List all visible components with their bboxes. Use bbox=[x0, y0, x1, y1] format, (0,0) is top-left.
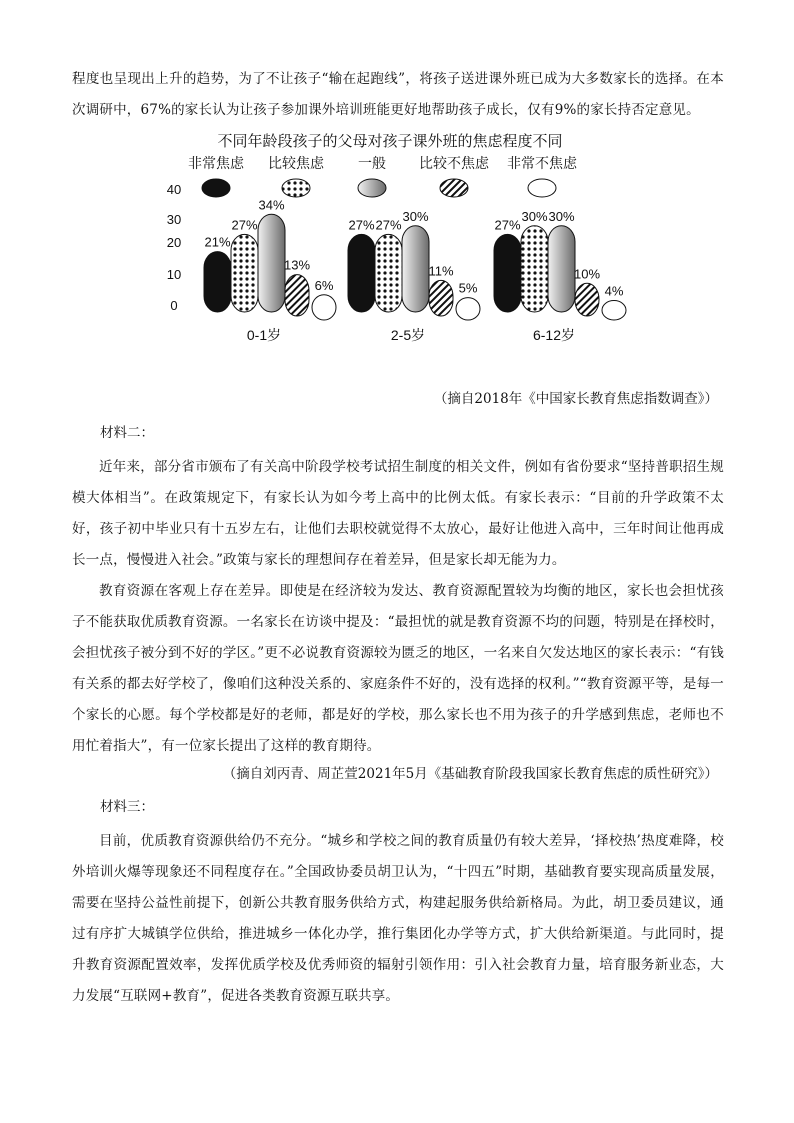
data-label: 27% bbox=[494, 217, 521, 233]
data-label: 21% bbox=[204, 234, 231, 250]
bar bbox=[429, 280, 453, 316]
data-label: 11% bbox=[428, 263, 454, 279]
bar bbox=[602, 301, 626, 321]
anxiety-chart bbox=[160, 126, 624, 356]
legend-swatch bbox=[202, 179, 230, 197]
bar bbox=[575, 283, 599, 316]
bar bbox=[204, 252, 231, 312]
chart-legend bbox=[188, 155, 578, 197]
bar bbox=[312, 295, 336, 320]
legend-swatch bbox=[358, 179, 386, 197]
data-label: 5% bbox=[458, 280, 478, 296]
y-axis-ticks bbox=[167, 182, 181, 313]
source-citation-1: （摘自2018年《中国家长教育焦虑指数调查》） bbox=[433, 391, 718, 407]
legend-swatch bbox=[282, 179, 310, 197]
legend-label: 一般 bbox=[358, 155, 386, 171]
bar bbox=[494, 234, 521, 312]
bar bbox=[348, 234, 375, 312]
data-label: 27% bbox=[231, 217, 258, 233]
x-axis-categories bbox=[247, 327, 575, 343]
y-tick-label: 10 bbox=[166, 267, 182, 282]
data-label: 30% bbox=[521, 208, 548, 224]
data-label: 6% bbox=[314, 277, 334, 293]
legend-label: 非常不焦虑 bbox=[507, 155, 577, 171]
material-2-paragraph-2: 教育资源在客观上存在差异。即使是在经济较为发达、教育资源配置较为均衡的地区，家长也会担忧孩子不能获取优质教育资源。一名家长在访谈中提及：“最担忧的就是教育资源不均的问题，特别是在择校时，会担忧孩子被分到不好的学区。”更不必说教育资源较为匮乏的地区，一名来自欠发达地区的家长表示：“有钱有关系的都去好学校了，像咱们这种没关系的、家庭条件不好的，没有选择的权利。”“教育资源平等，是每一个家长的心愿。每个学校都是好的老师，都是好的学校，那么家长也不用为孩子的升学感到焦虑，老师也不用忙着指大”，有一位家长提出了这样的教育期待。 bbox=[72, 583, 724, 754]
x-category-label: 0-1岁 bbox=[246, 327, 282, 343]
material-2-heading: 材料二： bbox=[100, 425, 154, 441]
bar bbox=[285, 275, 309, 316]
bar bbox=[375, 234, 402, 312]
data-label: 13% bbox=[283, 257, 311, 273]
chart-bars bbox=[204, 197, 626, 320]
data-label: 30% bbox=[548, 208, 575, 224]
bar bbox=[402, 226, 429, 312]
bar bbox=[548, 226, 575, 312]
y-tick-label: 20 bbox=[166, 235, 182, 250]
legend-swatch bbox=[528, 179, 556, 197]
material-3-paragraph-1: 目前，优质教育资源供给仍不充分。“城乡和学校之间的教育质量仍有较大差异，‘择校热’热度难降，校外培训火爆等现象还不同程度存在。”全国政协委员胡卫认为，“十四五”时期，基础教育要实现高质量发展，需要在坚持公益性前提下，创新公共教育服务供给方式，构建起服务供给新格局。为此，胡卫委员建议，通过有序扩大城镇学位供给，推进城乡一体化办学，推行集团化办学等方式，扩大供给新渠道。与此同时，提升教育资源配置效率，发挥优质学校及优秀师资的辐射引领作用：引入社会教育力量，培育服务新业态，大力发展“互联网+教育”，促进各类教育资源互联共享。 bbox=[72, 833, 724, 1004]
bar bbox=[258, 214, 285, 312]
data-label: 34% bbox=[258, 197, 285, 213]
chart-title: 不同年龄段孩子的父母对孩子课外班的焦虑程度不同 bbox=[217, 133, 563, 150]
legend-label: 比较不焦虑 bbox=[419, 155, 489, 171]
data-label: 27% bbox=[348, 217, 375, 233]
bar bbox=[231, 234, 258, 312]
y-tick-label: 40 bbox=[166, 182, 182, 197]
legend-label: 非常焦虑 bbox=[188, 155, 244, 171]
data-label: 4% bbox=[604, 283, 624, 299]
data-label: 27% bbox=[375, 217, 402, 233]
legend-label: 比较焦虑 bbox=[268, 155, 324, 171]
bar bbox=[456, 298, 480, 320]
source-citation-2: （摘自刘丙青、周芷萱2021年5月《基础教育阶段我国家长教育焦虑的质性研究》） bbox=[222, 766, 718, 782]
material-2-paragraph-1: 近年来，部分省市颁布了有关高中阶段学校考试招生制度的相关文件，例如有省份要求“坚持普职招生规模大体相当”。在政策规定下，有家长认为如今考上高中的比例太低。有家长表示：“目前的升学政策不太好，孩子初中毕业只有十五岁左右，让他们去职校就觉得不太放心，最好让他进入高中，三年时间让他再成长一点，慢慢进入社会。”政策与家长的理想间存在着差异，但是家长却无能为力。 bbox=[72, 459, 724, 568]
x-category-label: 6-12岁 bbox=[532, 327, 576, 343]
x-category-label: 2-5岁 bbox=[390, 327, 426, 343]
data-label: 10% bbox=[573, 266, 601, 282]
data-label: 30% bbox=[402, 208, 429, 224]
legend-swatch bbox=[440, 179, 468, 197]
material-3-heading: 材料三： bbox=[100, 799, 154, 815]
y-tick-label: 0 bbox=[170, 298, 178, 313]
bar bbox=[521, 226, 548, 312]
y-tick-label: 30 bbox=[166, 212, 182, 227]
intro-paragraph: 程度也呈现出上升的趋势，为了不让孩子“输在起跑线”，将孩子送进课外班已成为大多数家长的选择。在本次调研中，67%的家长认为让孩子参加课外培训班能更好地帮助孩子成长，仅有9%的家长持否定意见。 bbox=[72, 71, 724, 118]
